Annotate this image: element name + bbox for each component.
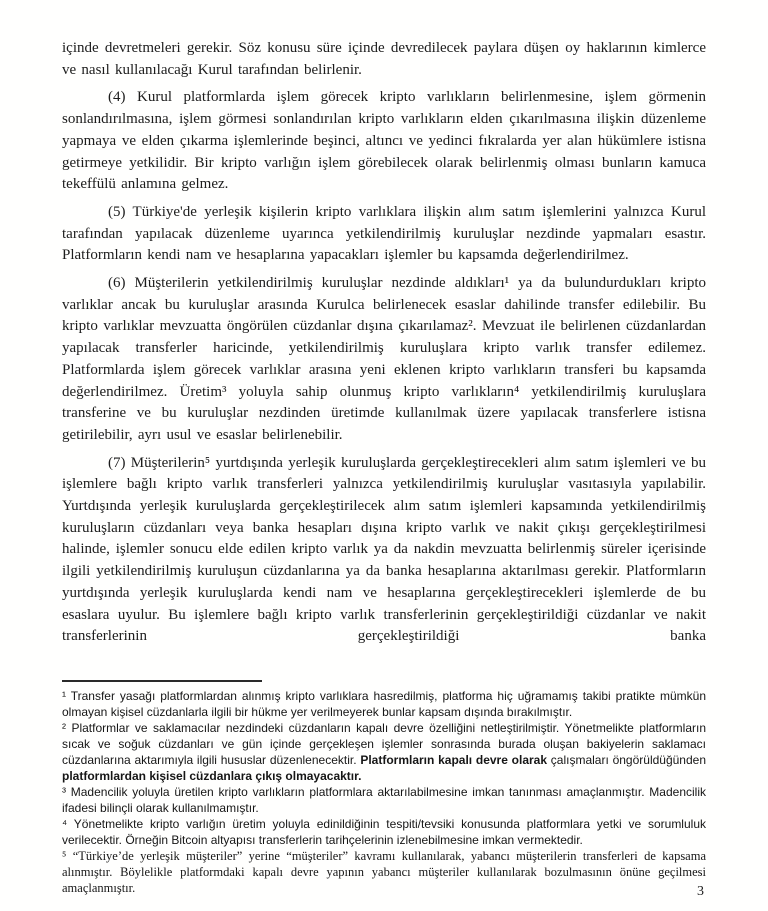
document-body	[62, 38, 706, 648]
footnote-2-bold-2: platformlardan kişisel cüzdanlara çıkış olmayacaktır.	[62, 769, 362, 783]
paragraph-7: (7) Müşterilerin⁵ yurtdışında yerleşik kuruluşlarda gerçekleştirecekleri alım satım işlemleri ve bu işlemlere bağlı kripto varlık transferleri yalnızca yetkilendirilmiş kuruluşlar vasıtasıyla yapılabilir. Yurtdışında yerleşik kuruluşlarda gerçekleştirilecek alım satım işlemleri kapsamında yetkilendirilmiş kuruluşların cüzdanları veya banka hesapları dışına kripto varlık ve nakit çıkışı gerçekleştirilmesi halinde, işlemler sonucu elde edilen kripto varlık ya da nakdin mevzuatta belirlenmiş süreler içerisinde ilgili yetkilendirilmiş kuruluşun cüzdanlarına ya da banka hesaplarına aktarılması gerekir. Platformların yurtdışında yerleşik kuruluşlarda kendi nam ve hesaplarına gerçekleştirecekleri işlemlerde de bu esaslara uyulur. Bu işlemlere bağlı kripto varlık transferlerinin gerçekleştirildiği cüzdanlar ve nakit transferlerinin gerçekleştirildiği banka	[62, 454, 706, 645]
footnote-2	[62, 720, 706, 784]
footnote-separator	[62, 680, 262, 682]
paragraph-6: (6) Müşterilerin yetkilendirilmiş kuruluşlar nezdinde aldıkları¹ ya da bulundurdukları kripto varlıklar ancak bu kuruluşlar arasında Kurulca belirlenecek esaslar dahilinde transfer edilebilir. Bu kripto varlıklar mevzuatta öngörülen cüzdanlar dışına çıkarılamaz². Mevzuat ile belirlenen cüzdanlardan yapılacak transferler haricinde, yetkilendirilmiş kuruluşlara kripto varlık transfer edilemez. Platformlarda işlem görecek varlıklar arasına yeni eklenen kripto varlıkların transferi bu kapsamda değerlendirilmez. Üretim³ yoluyla sahip olunmuş kripto varlıkların⁴ yetkilendirilmiş kuruluşlara transferine ve bu kuruluşlar nezdinden üretimde kullanılmak üzere yapılacak transferlere istisna getirilebilir, ayrı usul ve esaslar belirlenebilir.	[62, 275, 706, 443]
paragraph-4: (4) Kurul platformlarda işlem görecek kripto varlıkların belirlenmesine, işlem görmenin sonlandırılmasına, işlem görmesi sonlandırılan kripto varlıkların elden çıkarılmasına ilişkin düzenleme yapmaya ve elden çıkarma işlemlerinde beşinci, altıncı ve yedinci fıkralarda yer alan hükümlere istisna getirmeye yetkilidir. Bir kripto varlığın işlem görebilecek olarak belirlenmiş olması bunların kamuca tekeffülü anlamına gelmez.	[62, 89, 706, 193]
footnote-4-text: ⁴ Yönetmelikte kripto varlığın üretim yoluyla edinildiğinin tespiti/tevsiki konusunda platformlara yetki ve sorumluluk verilecektir. Örneğin Bitcoin altyapısı transferlerin tarihçelerinin izlenebilmesine imkan vermektedir.	[62, 817, 706, 847]
footnote-2-text: ² Platformlar ve saklamacılar nezdindeki cüzdanların kapalı devre özelliğini netleştirilmiştir. Yönetmelikte platformların sıcak ve soğuk cüzdanları ve gün içinde gerçekleşen işlemler sonrasında burada oluşan bakiyelerin saklamacı cüzdanlarına aktarımıyla ilgili hususlar düzenlenecektir.	[62, 721, 706, 767]
footnote-1	[62, 688, 706, 720]
footnote-2-text-2: çalışmaları öngörüldüğünden	[547, 753, 706, 767]
footnote-5-text: ⁵ “Türkiye’de yerleşik müşteriler” yerine “müşteriler” kavramı kullanılarak, yabancı müşterilerin transferleri de kapsama alınmıştır. Böylelikle platformdaki kapalı devre yapının yabancı müşteriler kullanılarak bozulmasının önüne geçilmesi amaçlanmıştır.	[62, 849, 706, 895]
footnote-1-text: ¹ Transfer yasağı platformlardan alınmış kripto varlıklara hasredilmiş, platforma hiç uğramamış takibi pratikte mümkün olmayan kişisel cüzdanlarla ilgili bir hükme yer verilmeyerek bunlar kapsam dışında bırakılmıştır.	[62, 689, 706, 719]
paragraph-continuation: içinde devretmeleri gerekir. Söz konusu süre içinde devredilecek paylara düşen oy haklarının kimlerce ve nasıl kullanılacağı Kurul tarafından belirlenir.	[62, 40, 706, 78]
footnotes-section	[62, 688, 706, 896]
page-number: 3	[697, 884, 704, 899]
footnote-5	[62, 848, 706, 896]
footnote-4	[62, 816, 706, 848]
footnote-3	[62, 784, 706, 816]
footnote-2-bold-1: Platformların kapalı devre olarak	[360, 753, 548, 767]
paragraph-5: (5) Türkiye'de yerleşik kişilerin kripto varlıklara ilişkin alım satım işlemlerini yalnızca Kurul tarafından yapılacak düzenleme uyarınca yetkilendirilmiş kuruluşlar nezdinde yapmaları esastır. Platformların kendi nam ve hesaplarına yapacakları işlemler bu kapsamda değerlendirilmez.	[62, 203, 706, 264]
footnote-3-text: ³ Madencilik yoluyla üretilen kripto varlıkların platformlara aktarılabilmesine imkan tanınması amaçlanmıştır. Madencilik ifadesi bilinçli olarak kullanılmamıştır.	[62, 785, 706, 815]
